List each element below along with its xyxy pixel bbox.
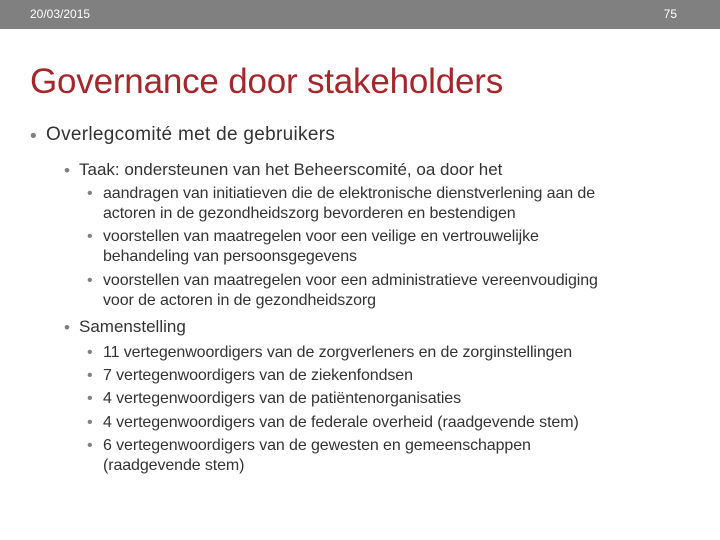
list-item-line: 4 vertegenwoordigers van de federale overheid (raadgevende stem) xyxy=(103,414,579,431)
bullet-marker: • xyxy=(64,161,70,180)
list-item-line: voorstellen van maatregelen voor een administratieve vereenvoudiging xyxy=(103,272,598,289)
list-item-line: voor de actoren in de gezondheidszorg xyxy=(103,292,376,309)
bullet-marker: • xyxy=(87,228,93,245)
list-item-line: 7 vertegenwoordigers van de ziekenfondsen xyxy=(103,367,413,384)
bullet-samenstelling: Samenstelling xyxy=(79,317,186,336)
list-item-line: actoren in de gezondheidszorg bevorderen en bestendigen xyxy=(103,205,516,222)
list-item-line: 6 vertegenwoordigers van de gewesten en gemeenschappen xyxy=(103,437,531,454)
bullet-taak: Taak: ondersteunen van het Beheerscomité, oa door het xyxy=(79,160,503,179)
bullet-marker: • xyxy=(87,437,93,454)
bullet-marker: • xyxy=(87,272,93,289)
bullet-marker: • xyxy=(87,367,93,384)
slide-title: Governance door stakeholders xyxy=(30,62,504,101)
list-item-line: 4 vertegenwoordigers van de patiëntenorganisaties xyxy=(103,390,462,407)
list-item-line: aandragen van initiatieven die de elektronische dienstverlening aan de xyxy=(103,185,596,202)
bullet-marker: • xyxy=(87,185,93,202)
list-item-line: 11 vertegenwoordigers van de zorgverleners en de zorginstellingen xyxy=(103,344,573,361)
bullet-marker: • xyxy=(30,126,37,147)
slide-date: 20/03/2015 xyxy=(30,7,91,21)
bullet-marker: • xyxy=(87,390,93,407)
slide-page-number: 75 xyxy=(663,7,677,21)
list-item-line: behandeling van persoonsgegevens xyxy=(103,248,357,265)
list-item-line: voorstellen van maatregelen voor een veilige en vertrouwelijke xyxy=(103,228,539,245)
bullet-marker: • xyxy=(87,344,93,361)
bullet-marker: • xyxy=(64,318,70,337)
list-item-line: (raadgevende stem) xyxy=(103,457,245,474)
bullet-marker: • xyxy=(87,414,93,431)
bullet-overlegcomite: Overlegcomité met de gebruikers xyxy=(46,124,336,145)
